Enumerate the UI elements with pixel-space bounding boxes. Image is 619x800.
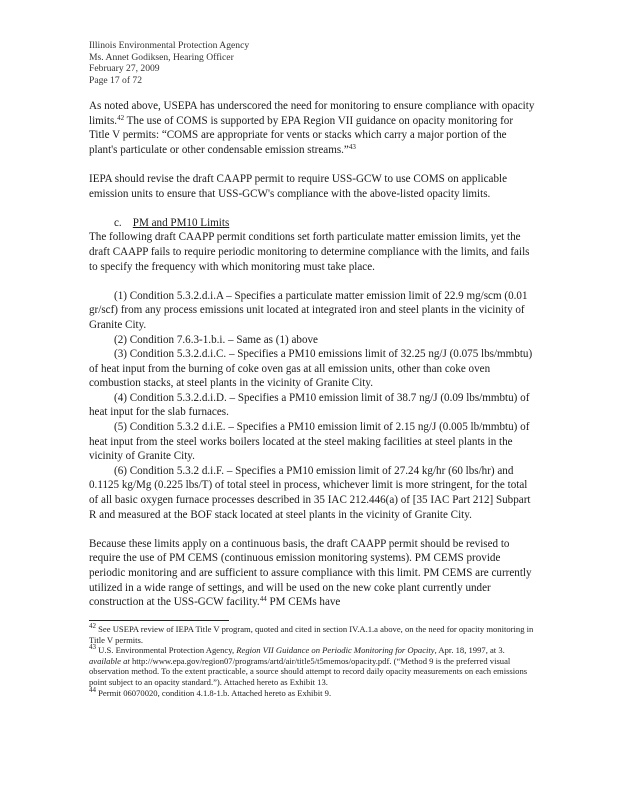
footnote-available-at: available at [89, 655, 130, 666]
footnote-number: 43 [89, 643, 96, 652]
footnote-ref-44[interactable]: 44 [259, 595, 267, 604]
section-marker: c. [114, 216, 122, 229]
footnote-text: http://www.epa.gov/region07/programs/artd/air/title5/t5memos/opacity.pdf. (“Method 9 is the preferred visual observation method. To the extent practicable, a source should attempt to record daily opacity measurements on each emissions point subject to an opacity standard.”). Attached hereto as Exhibit 13. [89, 655, 528, 687]
header-agency: Illinois Environmental Protection Agency [89, 40, 250, 51]
paragraph-pm-cems [89, 537, 536, 610]
condition-item: (2) Condition 7.6.3-1.b.i. – Same as (1) above [114, 333, 318, 346]
condition-item: (6) Condition 5.3.2 d.i.F. – Specifies a PM10 emission limit of 27.24 kg/hr (60 lbs/hr) and 0.1125 kg/Mg (0.225 lbs/T) of total steel in process, whichever limit is more stringent, for the total of all basic oxygen furnace processes described in 35 IAC 212.446(a) of [35 IAC Part 212] Subpart R and measured at the BOF stack located at steel plants in the vicinity of Granite City. [89, 464, 531, 521]
footnote-text: , Apr. 18, 1997, at 3. [434, 645, 505, 656]
section-heading [89, 216, 536, 231]
paragraph-text: As noted above, USEPA has underscored the need for monitoring to ensure compliance with opacity limits. [89, 100, 535, 127]
paragraph-revise-coms: IEPA should revise the draft CAAPP permit to require USS-GCW to use COMS on applicable emission units to ensure that USS-GCW's compliance with the above-listed opacity limits. [89, 172, 508, 200]
condition-item: (4) Condition 5.3.2.d.i.D. – Specifies a PM10 emission limit of 38.7 ng/J (0.09 lbs/mmbtu) of heat input for the slab furnaces. [89, 391, 530, 419]
letter-header [89, 40, 249, 86]
condition-item: (3) Condition 5.3.2.d.i.C. – Specifies a PM10 emissions limit of 32.25 ng/J (0.075 lbs/mmbtu) of heat input from the burning of coke oven gas at all emission units, other than coke oven combustion stacks, at steel plants in the vicinity of Granite City. [89, 348, 533, 390]
condition-item: (5) Condition 5.3.2 d.i.E. – Specifies a PM10 emission limit of 2.15 ng/J (0.005 lb/mmbtu) of heat input from the steel works boilers located at the steel making facilities at steel plants in the vicinity of Granite City. [89, 421, 530, 463]
footnote-citation-title: Region VII Guidance on Periodic Monitoring for Opacity [236, 645, 435, 656]
footnote-ref-43[interactable]: 43 [348, 142, 356, 151]
footnote-42 [89, 624, 536, 645]
paragraph-text: The use of COMS is supported by EPA Region VII guidance on opacity monitoring for Title V permits: “COMS are appropriate for vents or stacks which carry a major portion of the plant's particulate or other condensable emission streams.” [89, 114, 514, 156]
footnote-number: 42 [89, 622, 96, 630]
paragraph-opacity-monitoring [89, 99, 536, 157]
section-title: PM and PM10 Limits [132, 216, 230, 229]
header-page-number: Page 17 of 72 [89, 74, 143, 86]
footnote-44 [89, 685, 536, 699]
footnote-text: See USEPA review of IEPA Title V program, quoted and cited in section IV.A.1.a above, on the need for opacity monitoring in Title V permits. [89, 624, 534, 645]
footnote-text: Permit 06070020, condition 4.1.8-1.b. Attached hereto as Exhibit 9. [96, 687, 332, 698]
footnotes [89, 624, 536, 698]
paragraph-text: PM CEMs have [266, 596, 341, 609]
condition-item: (1) Condition 5.3.2.d.i.A – Specifies a particulate matter emission limit of 22.9 mg/scm (0.01 gr/scf) from any process emissions unit located at integrated iron and steel plants in the vicinity of Granite City. [89, 289, 528, 331]
paragraph-pm-intro: The following draft CAAPP permit conditions set forth particulate matter emission limits, yet the draft CAAPP fails to require periodic monitoring to determine compliance with the limits, and fails to specify the frequency with which monitoring must take place. [89, 231, 530, 273]
footnote-text: U.S. Environmental Protection Agency, [96, 645, 237, 656]
header-recipient: Ms. Annet Godiksen, Hearing Officer [89, 51, 234, 63]
paragraph-text: Because these limits apply on a continuous basis, the draft CAAPP permit should be revised to require the use of PM CEMS (continuous emission monitoring systems). PM CEMS provide periodic monitoring and are sufficient to assure compliance with this limit. PM CEMS are currently utilized in a wide range of settings, and will be used on the new coke plant currently under construction at the USS-GCW facility. [89, 537, 532, 609]
header-date: February 27, 2009 [89, 63, 160, 74]
body-text [89, 99, 536, 610]
footnote-ref-42[interactable]: 42 [117, 113, 125, 122]
footnote-number: 44 [89, 685, 96, 694]
footnote-43 [89, 645, 536, 687]
footnote-divider [89, 620, 229, 621]
